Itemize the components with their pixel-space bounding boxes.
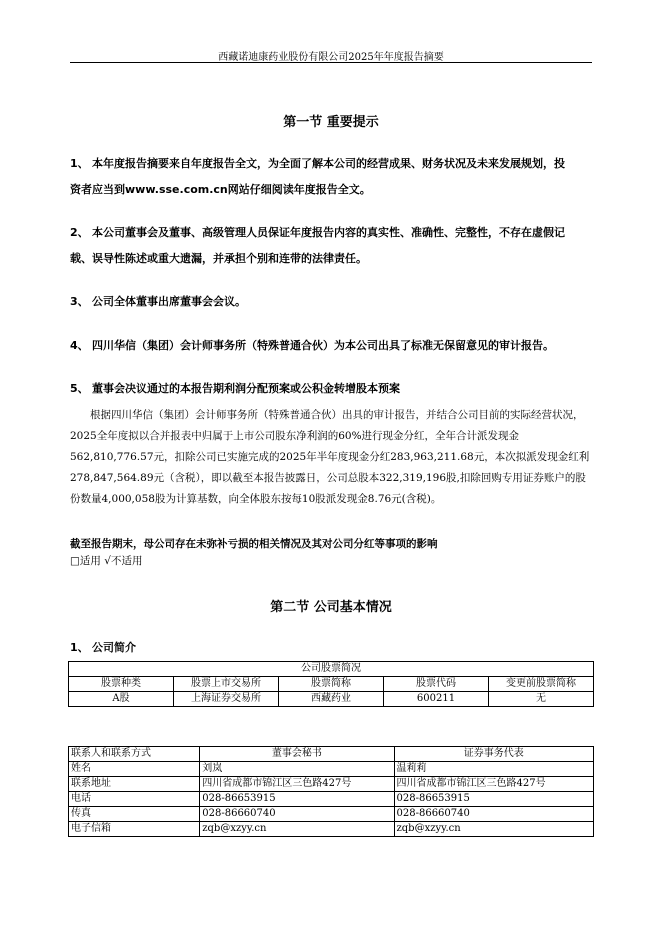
stock-header-cell: 股票简称 — [279, 677, 384, 692]
stock-info-table — [68, 661, 594, 707]
contact-label: 联系地址 — [69, 777, 200, 792]
contact-header-cell: 联系人和联系方式 — [69, 747, 200, 762]
contact-label: 电话 — [69, 792, 200, 807]
table-row — [69, 792, 594, 807]
table-row — [69, 777, 594, 792]
item-number: 2、 — [70, 226, 89, 239]
subsection-company-profile — [70, 635, 592, 661]
table-row — [69, 822, 594, 837]
notice-item-2 — [70, 220, 592, 272]
item-text-line1: 公司全体董事出席董事会会议。 — [92, 295, 246, 308]
stock-value-cell: 600211 — [384, 692, 489, 707]
section2-title: 第二节 公司基本情况 — [270, 600, 392, 615]
stock-value-cell: 上海证券交易所 — [174, 692, 279, 707]
contact-value: 刘岚 — [200, 762, 394, 777]
item-text-line1: 四川华信（集团）会计师事务所（特殊普通合伙）为本公司出具了标准无保留意见的审计报告。 — [92, 339, 554, 352]
stock-table-caption: 公司股票简况 — [69, 662, 594, 677]
contact-label: 姓名 — [69, 762, 200, 777]
stock-value-cell: 无 — [489, 692, 594, 707]
contact-value: 028-86660740 — [394, 807, 594, 822]
item-text-line1: 本年度报告摘要来自年度报告全文，为全面了解本公司的经营成果、财务状况及未来发展规划，投 — [92, 157, 565, 170]
contact-value: 温莉莉 — [394, 762, 594, 777]
stock-header-cell: 股票种类 — [69, 677, 174, 692]
header-divider — [70, 62, 592, 63]
notice-item-4 — [70, 333, 592, 359]
notice-item-5 — [70, 376, 592, 402]
notice-item-3 — [70, 289, 592, 315]
table-row — [69, 762, 594, 777]
stock-header-cell: 变更前股票简称 — [489, 677, 594, 692]
contact-value: 028-86653915 — [394, 792, 594, 807]
contact-header-cell: 董事会秘书 — [200, 747, 394, 762]
subsection-title: 公司简介 — [92, 641, 136, 654]
deficit-question: 截至报告期末，母公司存在未弥补亏损的相关情况及其对公司分红等事项的影响 — [70, 538, 438, 550]
stock-header-cell: 股票上市交易所 — [174, 677, 279, 692]
contact-value: 028-86660740 — [200, 807, 394, 822]
applicability-checkboxes: □适用 √不适用 — [70, 555, 143, 567]
contact-label: 电子信箱 — [69, 822, 200, 837]
stock-value-cell: A股 — [69, 692, 174, 707]
profit-distribution-paragraph: 根据四川华信（集团）会计师事务所（特殊普通合伙）出具的审计报告，并结合公司目前的实际经营状况，2025全年度拟以合并报表中归属于上市公司股东净利润的60%进行现金分红，全年合计派发现金562,810,776.57元，扣除公司已实施完成的2025年半年度现金分红283,963,211.68元，本次拟派发现金红利278,847,564.89元（含税），即以截至本报告披露日，公司总股本322,319,196股,扣除回购专用证券账户的股份数量4,000,058股为计算基数，向全体股东按每10股派发现金8.76元(含税)。 — [70, 409, 590, 505]
item-number: 1、 — [70, 641, 89, 654]
item-number: 4、 — [70, 339, 89, 352]
notice-item-1 — [70, 151, 592, 203]
item-text-line2: 载、误导性陈述或重大遗漏，并承担个别和连带的法律责任。 — [70, 252, 367, 265]
running-header: 西藏诺迪康药业股份有限公司2025年年度报告摘要 — [218, 52, 444, 63]
contact-value: 028-86653915 — [200, 792, 394, 807]
item-number: 1、 — [70, 157, 89, 170]
item-text-line1: 本公司董事会及董事、高级管理人员保证年度报告内容的真实性、准确性、完整性，不存在虚假记 — [92, 226, 565, 239]
stock-value-cell: 西藏药业 — [279, 692, 384, 707]
item-number: 5、 — [70, 382, 89, 395]
contact-value: zqb@xzyy.cn — [200, 822, 394, 837]
item-text-line2: 资者应当到www.sse.com.cn网站仔细阅读年度报告全文。 — [70, 183, 371, 196]
contact-value: 四川省成都市锦江区三色路427号 — [200, 777, 394, 792]
section1-title: 第一节 重要提示 — [283, 115, 379, 130]
contact-value: 四川省成都市锦江区三色路427号 — [394, 777, 594, 792]
contact-value: zqb@xzyy.cn — [394, 822, 594, 837]
contact-header-cell: 证券事务代表 — [394, 747, 594, 762]
table-row — [69, 807, 594, 822]
contact-table — [68, 746, 594, 837]
stock-header-cell: 股票代码 — [384, 677, 489, 692]
item-text-line1: 董事会决议通过的本报告期利润分配预案或公积金转增股本预案 — [92, 382, 400, 395]
item-number: 3、 — [70, 295, 89, 308]
contact-label: 传真 — [69, 807, 200, 822]
